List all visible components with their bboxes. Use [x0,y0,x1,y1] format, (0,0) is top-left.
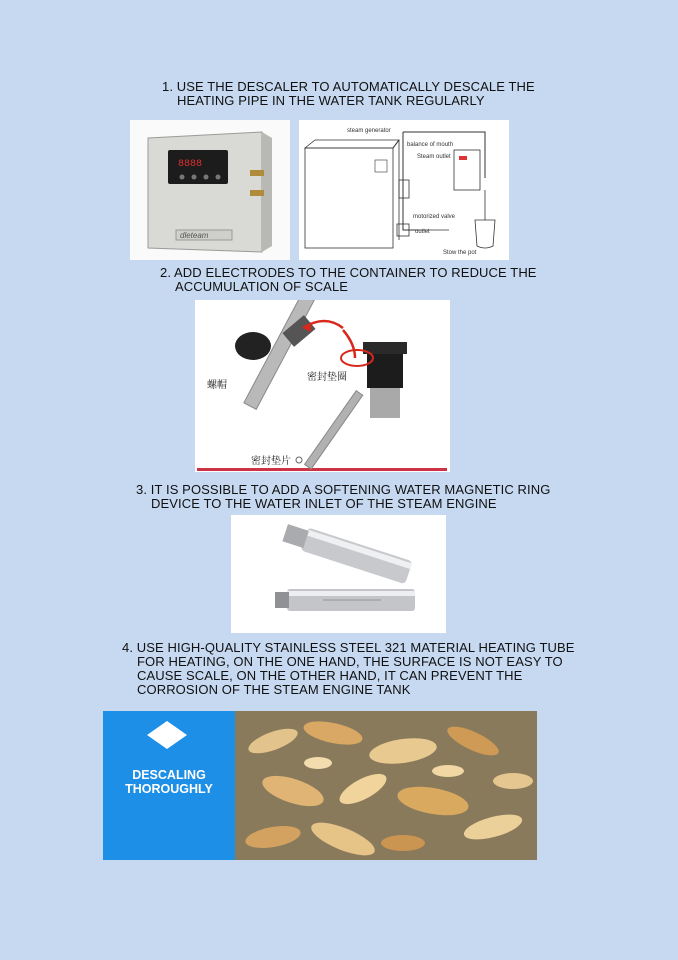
descaling-banner [103,711,537,860]
electrode-label-nut: 螺帽 [207,380,227,391]
electrode-label-gasket: 密封垫片 [251,456,291,467]
step-3-line2: DEVICE TO THE WATER INLET OF THE STEAM ENGINE [151,496,497,511]
diagram-label-generator: steam generator [347,128,391,134]
descaler-display: 8888 [178,159,203,170]
step-2-line1: 2. ADD ELECTRODES TO THE CONTAINER TO REDUCE THE [160,265,537,280]
magnetic-ring-photo [231,515,446,633]
diagram-label-balance: balance of mouth [407,142,454,148]
step-3-line1: 3. IT IS POSSIBLE TO ADD A SOFTENING WATER MAGNETIC RING [136,482,551,497]
step-1-text [162,80,535,108]
step-3-text [136,483,550,511]
step-4-line3: CAUSE SCALE, ON THE OTHER HAND, IT CAN PREVENT THE [137,668,523,683]
step-2-text [160,266,537,294]
descaler-brand: dleteam [180,231,209,240]
step-4-line1: 4. USE HIGH-QUALITY STAINLESS STEEL 321 MATERIAL HEATING TUBE [122,640,575,655]
diagram-label-outlet2: outlet [415,229,430,235]
step-4-text [122,641,575,697]
step-4-line2: FOR HEATING, ON THE ONE HAND, THE SURFACE IS NOT EASY TO [137,654,563,669]
electrode-photo [195,300,450,472]
installation-diagram [299,120,509,260]
descaler-photo [130,120,290,260]
step-1-line2: HEATING PIPE IN THE WATER TANK REGULARLY [177,93,485,108]
diagram-label-valve: motorized valve [413,214,456,220]
electrode-label-seal: 密封垫圈 [307,372,347,383]
banner-line2: THOROUGHLY [125,782,213,796]
banner-line1: DESCALING [132,768,206,782]
diagram-label-stow: Stow the pot [443,250,477,256]
step-4-line4: CORROSION OF THE STEAM ENGINE TANK [137,682,411,697]
diagram-label-outlet: Steam outlet [417,154,451,160]
step-1-line1: 1. USE THE DESCALER TO AUTOMATICALLY DESCALE THE [162,79,535,94]
step-2-line2: ACCUMULATION OF SCALE [175,279,349,294]
